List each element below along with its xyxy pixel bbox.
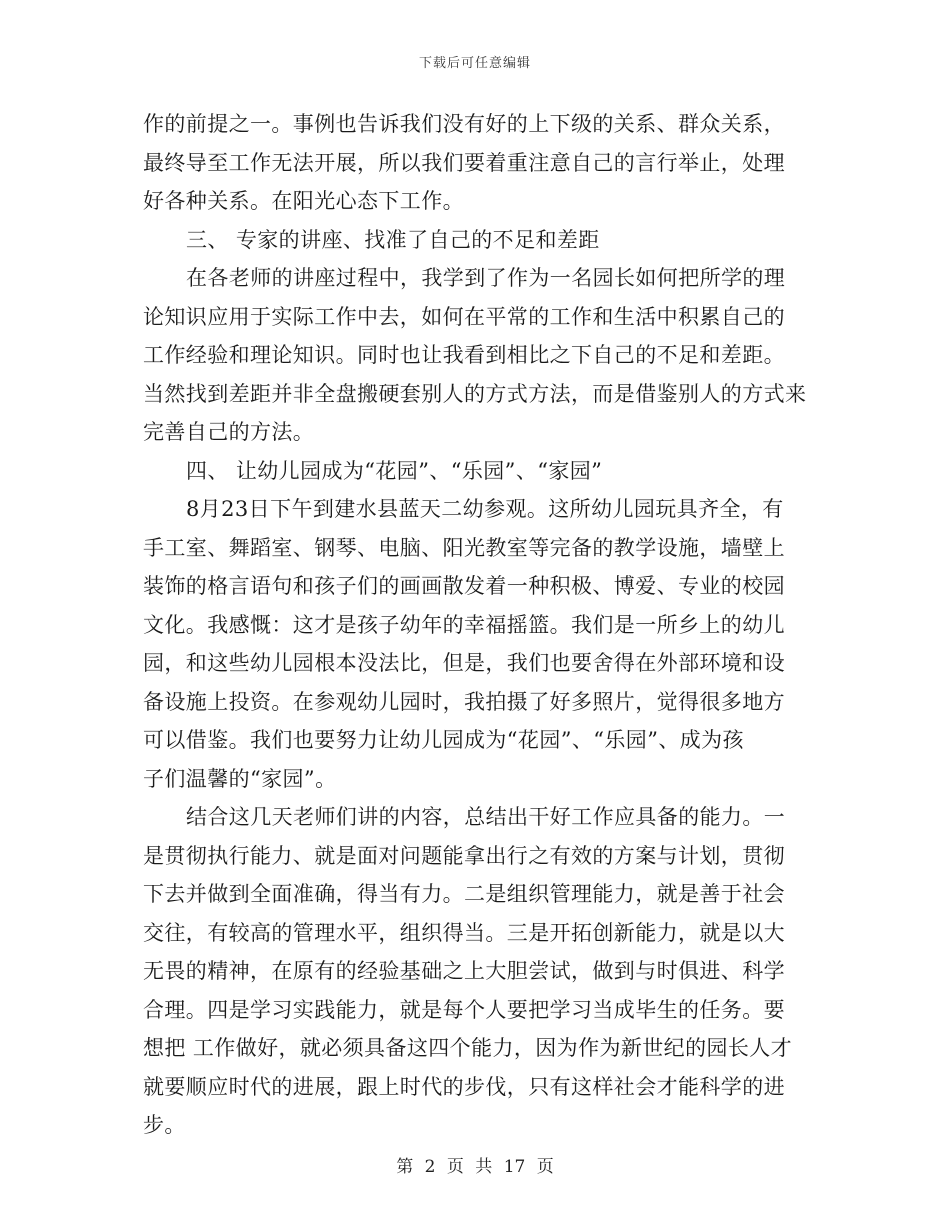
paragraph-first-line: 结合这几天老师们讲的内容，总结出干好工作应具备的能力。一 bbox=[186, 805, 786, 829]
body-line: 完善自己的方法。 bbox=[143, 420, 315, 444]
body-line: 交往，有较高的管理水平，组织得当。三是开拓创新能力，就是以大 bbox=[143, 920, 785, 945]
body-line: 好各种关系。在阳光心态下工作。 bbox=[143, 189, 464, 213]
body-line: 园，和这些幼儿园根本没法比，但是，我们也要舍得在外部环境和设 bbox=[143, 651, 785, 675]
section-heading: 三、 专家的讲座、找准了自己的不足和差距 bbox=[186, 227, 600, 252]
paragraph-first-line: 在各老师的讲座过程中，我学到了作为一名园长如何把所学的理 bbox=[186, 266, 786, 290]
body-line: 想把 工作做好，就必须具备这四个能力，因为作为新世纪的园长人才 bbox=[143, 1036, 793, 1060]
page-header: 下载后可任意编辑 bbox=[418, 56, 531, 71]
section-heading: 四、 让幼儿园成为“花园”、“乐园”、“家园” bbox=[186, 458, 603, 483]
body-line: 文化。我感慨：这才是孩子幼年的幸福摇篮。我们是一所乡上的幼儿 bbox=[143, 612, 785, 637]
body-line: 下去并做到全面准确，得当有力。二是组织管理能力，就是善于社会 bbox=[143, 882, 785, 906]
body-line: 是贯彻执行能力、就是面对问题能拿出行之有效的方案与计划，贯彻 bbox=[143, 843, 785, 868]
body-line: 论知识应用于实际工作中去，如何在平常的工作和生活中积累自己的 bbox=[143, 304, 785, 329]
body-line: 作的前提之一。事例也告诉我们没有好的上下级的关系、群众关系， bbox=[143, 112, 785, 136]
body-line: 备设施上投资。在参观幼儿园时，我拍摄了好多照片，觉得很多地方 bbox=[143, 689, 785, 714]
body-line: 步。 bbox=[143, 1113, 186, 1137]
document-body bbox=[143, 105, 813, 1145]
body-line: 可以借鉴。我们也要努力让幼儿园成为“花园”、“乐园”、成为孩 bbox=[143, 728, 744, 752]
body-line: 装饰的格言语句和孩子们的画画散发着一种积极、博爱、专业的校园 bbox=[143, 574, 785, 598]
body-line: 子们温馨的“家园”。 bbox=[143, 766, 337, 791]
body-line: 就要顺应时代的进展，跟上时代的步伐，只有这样社会才能科学的进 bbox=[143, 1074, 785, 1099]
body-line: 无畏的精神，在原有的经验基础之上大胆尝试，做到与时俱进、科学 bbox=[143, 959, 785, 983]
body-line: 手工室、舞蹈室、钢琴、电脑、阳光教室等完备的教学设施，墙壁上 bbox=[143, 535, 785, 560]
paragraph-first-line: 8月23日下午到建水县蓝天二幼参观。这所幼儿园玩具齐全，有 bbox=[186, 497, 784, 521]
page-number-footer: 第 2 页 共 17 页 bbox=[396, 1157, 554, 1177]
body-line: 合理。四是学习实践能力，就是每个人要把学习当成毕生的任务。要 bbox=[143, 997, 785, 1022]
body-line: 最终导至工作无法开展，所以我们要着重注意自己的言行举止，处理 bbox=[143, 150, 785, 175]
body-line: 当然找到差距并非全盘搬硬套别人的方式方法，而是借鉴别人的方式来 bbox=[143, 381, 807, 406]
body-line: 工作经验和理论知识。同时也让我看到相比之下自己的不足和差距。 bbox=[143, 343, 785, 367]
